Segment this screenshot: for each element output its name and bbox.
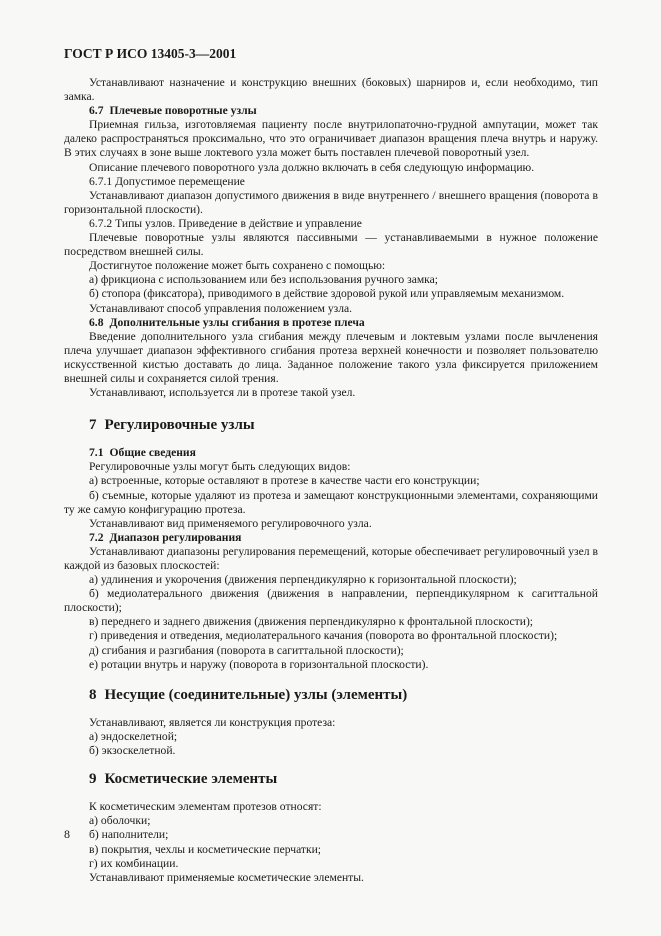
paragraph: Приемная гильза, изготовляемая пациенту после внутрилопаточно-грудной ампутации, может так далеко распространяться проксимально, что это ограничивает диапазон вращения плеча внутрь и наружу. В этих случаях в зоне выше локтевого узла может быть поставлен плечевой поворотный узел. bbox=[64, 118, 598, 160]
list-item: б) экзоскелетной. bbox=[89, 744, 176, 758]
section-title: Косметические элементы bbox=[104, 771, 278, 788]
section-number: 7 bbox=[89, 417, 97, 434]
section-heading-7 bbox=[64, 418, 598, 432]
list-item: б) съемные, которые удаляют из протеза и замещают конструкционными элементами, сохраняющими ту же самую конфигурацию протеза. bbox=[64, 488, 598, 516]
paragraph: Регулировочные узлы могут быть следующих видов: bbox=[89, 460, 351, 474]
clause-heading-6-7-2: 6.7.2 Типы узлов. Приведение в действие и управление bbox=[89, 216, 362, 230]
paragraph: Введение дополнительного узла сгибания между плечевым и локтевым узлами после вычленения плеча улучшает диапазон эффективного сгибания протеза верхней конечности и позволяет пользователю искусственной кистью доставать до лица. Заданное положение такого узла фиксируется приложением внешней силы и сохраняется силой трения. bbox=[64, 329, 598, 385]
subsection-heading-7-2 bbox=[64, 531, 598, 545]
list-item: а) фрикциона с использованием или без использования ручного замка; bbox=[89, 273, 439, 287]
paragraph: Устанавливают, является ли конструкция протеза: bbox=[89, 715, 336, 729]
paragraph: Достигнутое положение может быть сохранено с помощью: bbox=[89, 259, 386, 273]
list-item: а) эндоскелетной; bbox=[89, 729, 178, 743]
subsection-number: 7.1 bbox=[89, 446, 104, 460]
subsection-title: Диапазон регулирования bbox=[109, 530, 242, 544]
list-item: а) оболочки; bbox=[89, 814, 151, 828]
list-item: б) медиолатерального движения (движения в направлении, перпендикулярном к сагиттальной плоскости); bbox=[64, 587, 598, 615]
list-item: а) встроенные, которые оставляют в протезе в качестве части его конструкции; bbox=[89, 474, 480, 488]
list-item: в) покрытия, чехлы и косметические перчатки; bbox=[89, 842, 322, 856]
section-title: Регулировочные узлы bbox=[104, 417, 255, 434]
paragraph: Устанавливают способ управления положением узла. bbox=[89, 301, 353, 315]
section-number: 9 bbox=[89, 771, 97, 788]
list-item: б) стопора (фиксатора), приводимого в действие здоровой рукой или управляемым механизмом. bbox=[89, 287, 565, 301]
page-body bbox=[64, 76, 598, 885]
paragraph: Плечевые поворотные узлы являются пассивными — устанавливаемыми в нужное положение посредством внешней силы. bbox=[64, 231, 598, 259]
subsection-title: Плечевые поворотные узлы bbox=[109, 104, 257, 118]
list-item: в) переднего и заднего движения (движения перпендикулярно к фронтальной плоскости); bbox=[89, 615, 534, 629]
section-number: 8 bbox=[89, 686, 97, 703]
paragraph: Устанавливают назначение и конструкцию внешних (боковых) шарниров и, если необходимо, тип замка. bbox=[64, 76, 598, 104]
subsection-number: 6.8 bbox=[89, 315, 104, 329]
page-number: 8 bbox=[64, 827, 70, 841]
paragraph: Устанавливают, используется ли в протезе такой узел. bbox=[89, 386, 356, 400]
section-title: Несущие (соединительные) узлы (элементы) bbox=[104, 686, 408, 703]
paragraph: К косметическим элементам протезов относят: bbox=[89, 800, 322, 814]
standard-header: ГОСТ Р ИСО 13405-3—2001 bbox=[64, 46, 237, 61]
list-item: г) приведения и отведения, медиолатерального качания (поворота во фронтальной плоскости); bbox=[89, 629, 558, 643]
section-heading-9 bbox=[64, 772, 598, 786]
subsection-heading-6-7 bbox=[64, 104, 598, 118]
list-item: а) удлинения и укорочения (движения перпендикулярно к горизонтальной плоскости); bbox=[89, 573, 517, 587]
subsection-number: 6.7 bbox=[89, 104, 104, 118]
subsection-heading-7-1 bbox=[64, 446, 598, 460]
list-item: д) сгибания и разгибания (поворота в сагиттальной плоскости); bbox=[89, 643, 404, 657]
paragraph: Устанавливают диапазоны регулирования перемещений, которые обеспечивает регулировочный узел в каждой из базовых плоскостей: bbox=[64, 544, 598, 572]
paragraph: Устанавливают применяемые косметические элементы. bbox=[89, 870, 364, 884]
list-item: е) ротации внутрь и наружу (поворота в горизонтальной плоскости). bbox=[89, 657, 429, 671]
subsection-title: Общие сведения bbox=[109, 446, 196, 460]
list-item: г) их комбинации. bbox=[89, 856, 179, 870]
paragraph: Устанавливают вид применяемого регулировочного узла. bbox=[89, 516, 372, 530]
clause-heading-6-7-1: 6.7.1 Допустимое перемещение bbox=[89, 174, 245, 188]
subsection-title: Дополнительные узлы сгибания в протезе плеча bbox=[109, 315, 365, 329]
section-heading-8 bbox=[64, 688, 598, 702]
subsection-heading-6-8 bbox=[64, 316, 598, 330]
subsection-number: 7.2 bbox=[89, 530, 104, 544]
list-item: б) наполнители; bbox=[89, 828, 169, 842]
paragraph: Устанавливают диапазон допустимого движения в виде внутреннего / внешнего вращения (поворота в горизонтальной плоскости). bbox=[64, 188, 598, 216]
paragraph: Описание плечевого поворотного узла должно включать в себя следующую информацию. bbox=[89, 160, 535, 174]
